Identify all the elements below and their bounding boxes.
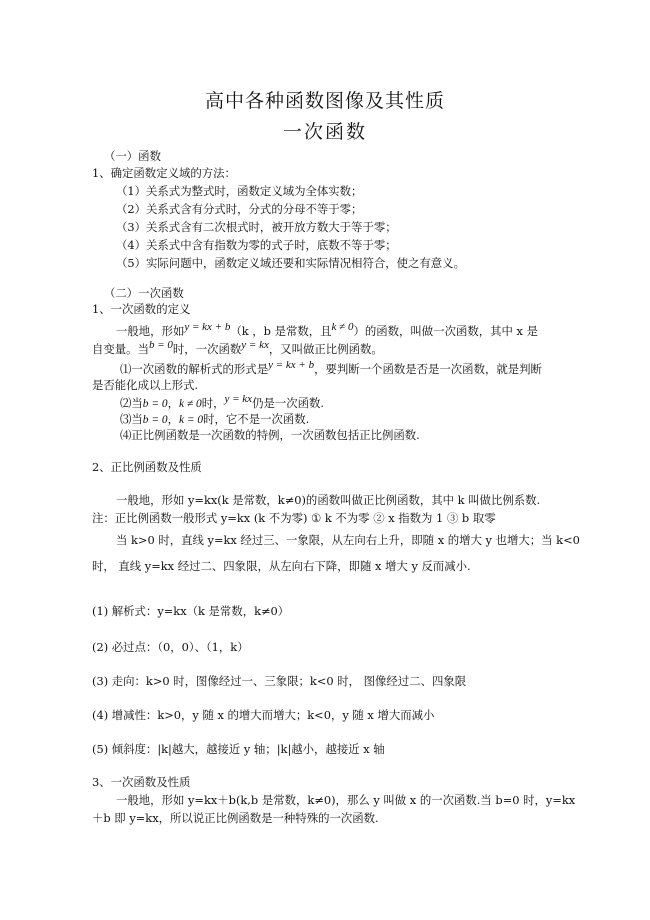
formula-k-ne-0: k ≠ 0 — [178, 398, 202, 410]
text: 自变量。当 — [92, 342, 149, 356]
property-line: (5) 倾斜度：|k|越大，越接近 y 轴；|k|越小，越接近 x 轴 — [92, 742, 385, 756]
document-subtitle: 一次函数 — [282, 121, 367, 143]
paragraph-line: 一般地，形如 y=kx＋b(k,b 是常数，k≠0)，那么 y 叫做 x 的一次函数.当 b=0 时，y=kx — [116, 793, 576, 807]
note-line: 是否能化成以上形式. — [92, 378, 199, 392]
definition-line — [92, 339, 383, 357]
note-line — [120, 359, 542, 377]
formula-y-kx: y = kx — [241, 339, 269, 351]
item-linear-properties: 3、一次函数及性质 — [92, 775, 191, 789]
property-line: (2) 必过点：（0，0）、（1，k） — [92, 640, 249, 654]
section-heading-linear: （二）一次函数 — [104, 286, 184, 300]
text: ，要判断一个函数是否是一次函数，就是判断 — [314, 362, 542, 376]
item-proportional: 2、正比例函数及性质 — [92, 460, 202, 474]
item-linear-definition: 1、一次函数的定义 — [92, 302, 191, 316]
note-line — [120, 412, 309, 427]
text: ⑶当 — [120, 412, 143, 426]
section-heading-function: （一）函数 — [104, 149, 161, 163]
paragraph-line: 当 k>0 时，直线 y=kx 经过三、一象限，从左向右上升，即随 x 的增大 y 也增大；当 k<0 — [116, 533, 580, 547]
item-domain-methods: 1、确定函数定义域的方法： — [92, 166, 236, 180]
text: 仍是一次函数. — [252, 396, 325, 410]
rule-line: （1）关系式为整式时，函数定义域为全体实数； — [116, 184, 363, 198]
text: ， — [167, 396, 179, 410]
paragraph-line: 注：正比例函数一般形式 y=kx (k 不为零) ① k 不为零 ② x 指数为 1 ③ b 取零 — [92, 511, 496, 525]
paragraph-line: 一般地，形如 y=kx(k 是常数，k≠0)的函数叫做正比例函数，其中 k 叫做比例系数. — [116, 493, 541, 507]
rule-line: （2）关系式含有分式时，分式的分母不等于零； — [116, 202, 363, 216]
rule-line: （4）关系式中含有指数为零的式子时，底数不等于零； — [116, 238, 397, 252]
formula-y-kx-b: y = kx + b — [184, 321, 231, 333]
paragraph-line: 时， 直线 y=kx 经过二、四象限，从左向右下降，即随 x 增大 y 反而减小. — [92, 559, 471, 573]
formula-b-0: b = 0 — [148, 339, 173, 351]
text: （k ，b 是常数，且 — [230, 324, 332, 338]
text: 时，它不是一次函数. — [203, 412, 310, 426]
text: 一般地，形如 — [116, 324, 185, 338]
formula-y-kx-b: y = kx + b — [268, 359, 315, 371]
text: ⑴一次函数的解析式的形式是 — [120, 362, 269, 376]
definition-line — [116, 321, 538, 339]
text: ， — [167, 412, 179, 426]
rule-line: （3）关系式含有二次根式时，被开放方数大于等于零； — [116, 220, 397, 234]
rule-line: （5）实际问题中，函数定义域还要和实际情况相符合，使之有意义。 — [116, 256, 465, 270]
formula-b-0: b = 0 — [142, 398, 168, 410]
text: ）的函数，叫做一次函数，其中 x 是 — [353, 324, 538, 338]
text: ⑵当 — [120, 396, 143, 410]
document-title: 高中各种函数图像及其性质 — [204, 90, 445, 112]
formula-y-kx: y = kx — [224, 393, 253, 405]
property-line: (4) 增减性：k>0，y 随 x 的增大而增大；k<0，y 随 x 增大而减小 — [92, 708, 435, 722]
note-line — [120, 393, 325, 411]
paragraph-line: ＋b 即 y=kx，所以说正比例函数是一种特殊的一次函数. — [92, 811, 379, 825]
text: 时， — [201, 396, 225, 410]
formula-k-0: k = 0 — [178, 414, 204, 426]
property-line: (3) 走向：k>0 时，图像经过一、三象限；k<0 时， 图像经过二、四象限 — [92, 674, 467, 688]
note-line: ⑷正比例函数是一次函数的特例，一次函数包括正比例函数. — [120, 428, 420, 442]
property-line: (1) 解析式：y=kx（k 是常数，k≠0） — [92, 604, 290, 618]
text: ，又叫做正比例函数。 — [268, 342, 383, 356]
text: 时，一次函数 — [172, 342, 242, 356]
formula-k-ne-0: k ≠ 0 — [331, 321, 354, 333]
formula-b-0: b = 0 — [142, 414, 168, 426]
